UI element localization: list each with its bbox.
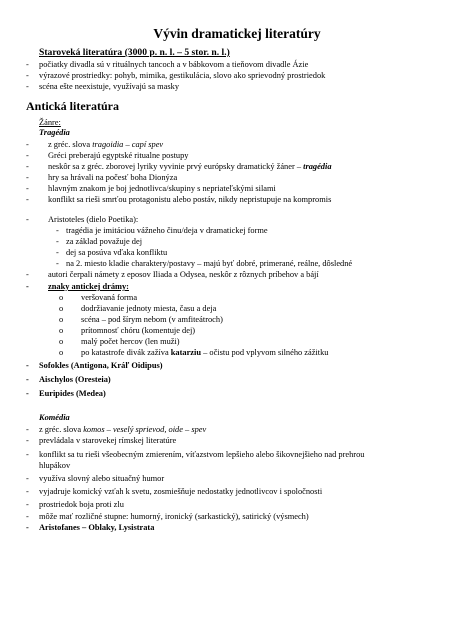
bullet-dash: - [26, 195, 29, 204]
page-title: Vývin dramatickej literatúry [153, 26, 321, 41]
feature-item: veršovaná forma [81, 293, 138, 302]
list-item: prostriedok boja proti zlu [39, 500, 124, 509]
list-item: scéna ešte neexistuje, využívajú sa masky [39, 82, 180, 91]
list-item: konflikt sa tu rieši všeobecným zmierením, víťazstvom lepšieho alebo šikovnejšieho nad prehrou [39, 450, 365, 459]
bullet-dash: - [26, 425, 29, 434]
bullet-dash: - [26, 71, 29, 80]
bullet-dash: - [26, 389, 29, 398]
list-item: hry sa hrávali na počesť boha Dionýza [48, 173, 178, 182]
bullet-circle: o [59, 348, 64, 357]
sub-list-item: na 2. miesto kladie charaktery/postavy – majú byť dobré, primerané, reálne, dôsledné [66, 259, 353, 268]
bullet-dash: - [26, 361, 29, 370]
bullet-dash: - [56, 237, 59, 246]
bullet-circle: o [59, 293, 64, 302]
list-item: z gréc. slova tragoidia – capí spev [48, 140, 164, 149]
bullet-circle: o [59, 315, 64, 324]
bullet-dash: - [26, 523, 29, 532]
bullet-dash: - [26, 162, 29, 171]
bullet-dash: - [26, 282, 29, 291]
bullet-dash: - [26, 60, 29, 69]
list-item: vyjadruje komický vzťah k svetu, zosmiešňuje nedostatky jednotlivcov i spoločnosti [39, 487, 323, 496]
section-heading-antique: Antická literatúra [26, 99, 119, 113]
list-item-continuation: hlupákov [39, 461, 71, 470]
list-item: využíva slovný alebo situačný humor [39, 474, 165, 483]
bullet-dash: - [26, 487, 29, 496]
bullet-dash: - [26, 151, 29, 160]
author-item: Euripides (Medea) [39, 389, 106, 398]
bullet-dash: - [26, 474, 29, 483]
list-item: Gréci preberajú egyptské ritualne postupy [48, 151, 189, 160]
bullet-dash: - [26, 184, 29, 193]
list-item: počiatky divadla sú v rituálnych tancoch a v bábkovom a tieňovom divadle Ázie [39, 60, 309, 69]
sub-list-item: za základ považuje dej [66, 237, 143, 246]
feature-item: malý počet hercov (len muži) [81, 337, 180, 346]
bullet-dash: - [26, 270, 29, 279]
list-item: Aristoteles (dielo Poetika): [48, 215, 139, 224]
bullet-dash: - [56, 248, 59, 257]
bullet-dash: - [56, 259, 59, 268]
comedy-heading: Komédia [39, 413, 70, 422]
list-item: z gréc. slova komos – veselý sprievod, oide – spev [39, 425, 207, 434]
bullet-dash: - [26, 436, 29, 445]
feature-item: dodržiavanie jednoty miesta, času a deja [81, 304, 217, 313]
bullet-dash: - [56, 226, 59, 235]
feature-item: po katastrofe divák zažíva katarziu – očistu pod vplyvom silného zážitku [81, 348, 329, 357]
bullet-dash: - [26, 500, 29, 509]
bullet-dash: - [26, 140, 29, 149]
bullet-circle: o [59, 326, 64, 335]
bullet-circle: o [59, 337, 64, 346]
tragedy-heading: Tragédia [39, 128, 70, 137]
bullet-dash: - [26, 375, 29, 384]
author-item: Aristofanes – Oblaky, Lysistrata [39, 523, 155, 532]
feature-item: prítomnosť chóru (komentuje dej) [81, 326, 196, 335]
list-item: výrazové prostriedky: pohyb, mimika, gestikulácia, slovo ako sprievodný prostriedok [39, 71, 326, 80]
bullet-dash: - [26, 215, 29, 224]
bullet-dash: - [26, 82, 29, 91]
sub-list-item: tragédia je imitáciou vážneho činu/deja v dramatickej forme [66, 226, 268, 235]
list-item: môže mať rozličné stupne: humorný, ironický (sarkastický), satirický (výsmech) [39, 512, 309, 521]
bullet-dash: - [26, 173, 29, 182]
genres-label: Žánre: [39, 118, 61, 127]
bullet-circle: o [59, 304, 64, 313]
author-item: Sofokles (Antigona, Kráľ Oidipus) [39, 361, 163, 370]
list-item: autori čerpali námety z eposov Iliada a Odysea, neskôr z rôznych príbehov a bájí [48, 270, 319, 279]
feature-item: scéna – pod šírym nebom (v amfiteátroch) [81, 315, 223, 324]
bullet-dash: - [26, 450, 29, 459]
section-heading-ancient: Staroveká literatúra (3000 p. n. l. – 5 stor. n. l.) [39, 47, 230, 58]
sub-list-item: dej sa posúva vďaka konfliktu [66, 248, 168, 257]
list-item: prevládala v starovekej rímskej literatúre [39, 436, 177, 445]
list-item: hlavným znakom je boj jednotlivca/skupiny s nepriateľskými silami [48, 184, 276, 193]
list-item: konflikt sa rieši smrťou protagonistu alebo postáv, nikdy nepristupuje na kompromis [48, 195, 332, 204]
author-item: Aischylos (Oresteia) [39, 375, 111, 384]
features-heading: znaky antickej drámy: [48, 282, 129, 291]
bullet-dash: - [26, 512, 29, 521]
list-item: neskôr sa z gréc. zborovej lyriky vyvinie prvý európsky dramatický žáner – tragédia [48, 162, 332, 171]
